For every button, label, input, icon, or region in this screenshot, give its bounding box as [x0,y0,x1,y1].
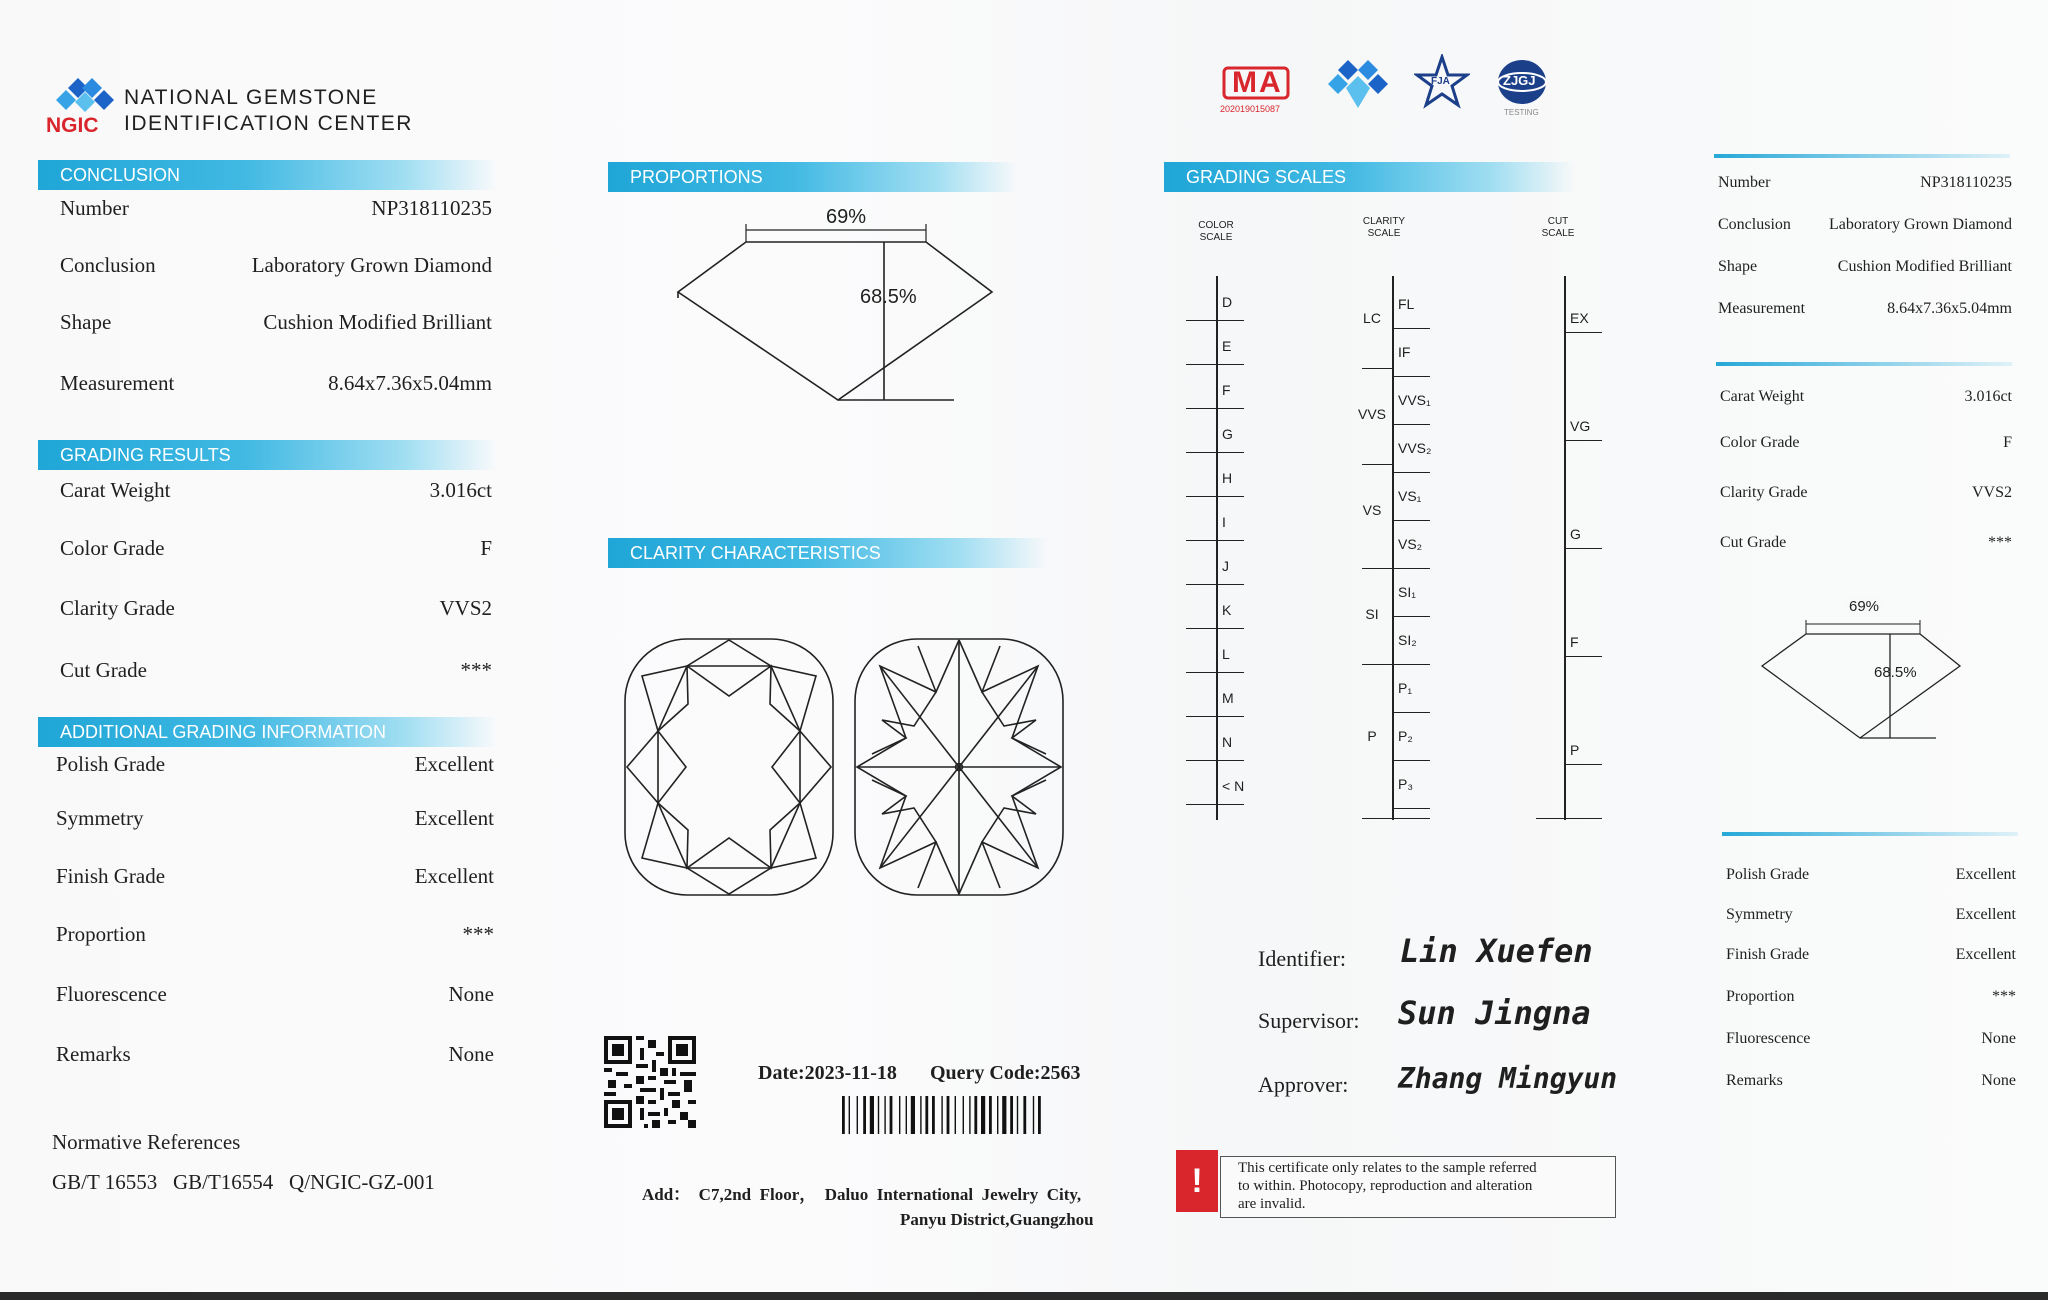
supervisor-label: Supervisor: [1258,1008,1360,1033]
clarity-scale-tick [1392,424,1430,425]
cut-scale-tick [1564,548,1602,549]
supervisor-signature: Sun Jingna [1398,994,1591,1032]
cut-scale-tick [1564,332,1602,333]
additional-row [56,752,494,786]
cut-scale-heading [1530,216,1586,240]
barcode-bar [981,1096,985,1134]
cma-text: MA [1232,66,1283,99]
clarity-plot-pavilion [852,636,1066,898]
row-value: 8.64x7.36x5.04mm [328,371,492,395]
identifier-label: Identifier: [1258,946,1346,971]
row-label: Symmetry [1726,906,1793,923]
clarity-plot-crown [622,636,836,898]
row-label: Shape [1718,258,1758,275]
row-value: Excellent [414,806,494,830]
row-label: Remarks [1726,1072,1783,1089]
row-value: VVS2 [1971,484,2012,501]
summary-row [1726,1030,2016,1064]
zjgj-logo [1494,58,1550,120]
barcode-bar [899,1096,900,1134]
clarity-group-label: SI [1365,606,1379,622]
clarity-grade-label: SI₁ [1398,584,1416,600]
row-label: Clarity Grade [60,596,175,620]
clarity-grade-label: P₃ [1398,776,1414,792]
summary-proportion-diagram [1756,610,1966,746]
row-label: Measurement [1718,300,1806,317]
cut-scale [1536,276,1602,820]
summary-row [1726,946,2016,980]
color-scale-tick [1186,628,1244,629]
additional-info-section [56,752,494,1082]
conclusion-section [60,196,492,416]
summary-row [1718,174,2012,208]
barcode-bar [941,1096,942,1134]
clarity-group-separator [1362,664,1392,665]
additional-row [56,922,494,956]
clarity-scale-tick [1392,568,1430,569]
clarity-group-separator [1362,568,1392,569]
proportions-header: PROPORTIONS [608,162,1018,192]
row-value: Laboratory Grown Diamond [1828,216,2012,233]
row-label: Measurement [60,371,175,395]
pavilion-main-facets [857,640,1061,894]
row-label: Symmetry [56,806,144,830]
row-label: Proportion [1726,988,1795,1005]
row-value: *** [460,658,492,682]
color-grade-label: E [1222,338,1232,354]
color-scale-tick [1186,716,1244,717]
color-scale-heading [1188,220,1244,244]
approver-label: Approver: [1258,1072,1349,1097]
clarity-scale-axis [1392,276,1394,820]
cma-logo [1220,62,1292,120]
row-value: Excellent [1955,906,2016,923]
clarity-scale-tick [1392,712,1430,713]
color-scale-tick [1186,320,1244,321]
color-scale-tick [1186,540,1244,541]
barcode-bar [947,1096,950,1134]
clarity-grade-label: FL [1398,296,1415,312]
clarity-grade-label: P₂ [1398,728,1413,744]
barcode [840,1096,1080,1134]
color-scale-tick [1186,804,1244,805]
address-line-2: Panyu District,Guangzhou [900,1210,1094,1229]
clarity-scale-tick [1392,472,1430,473]
barcode-bar [890,1096,893,1134]
color-grade-label: L [1222,646,1230,662]
row-value: Excellent [1955,866,2016,883]
row-label: Shape [60,310,112,334]
additional-row [56,864,494,898]
row-value: Excellent [414,864,494,888]
summary-row [1726,866,2016,900]
row-value: Excellent [1955,946,2016,963]
summary-row [1720,388,2012,422]
row-value: VVS2 [439,596,492,620]
barcode-bar [884,1096,885,1134]
notice-box [1176,1150,1618,1220]
color-grade-label: G [1222,426,1233,442]
color-grade-label: < N [1222,778,1245,794]
grading-row [60,658,492,692]
proportion-diagram [670,210,1000,410]
row-label: Finish Grade [56,864,166,888]
notice-line-1: This certificate only relates to the sample referred [1238,1160,1537,1176]
summary-row [1718,300,2012,334]
approver-signature: Zhang Mingyun [1398,1062,1618,1095]
fja-logo [1414,54,1470,114]
grading-results-section [60,478,492,698]
color-scale-axis [1216,276,1218,820]
row-label: Number [60,196,129,220]
summary-row [1720,534,2012,568]
clarity-scale-heading [1352,216,1416,240]
row-value: 3.016ct [429,478,492,502]
cut-heading-line2: SCALE [1541,228,1575,239]
summary-diamond-outline [1762,634,1960,738]
row-label: Conclusion [1718,216,1791,233]
summary-mid-section [1720,388,2012,558]
table-percentage: 69% [822,206,870,229]
color-heading-line1: COLOR [1198,220,1234,231]
cut-grade-label: VG [1570,418,1591,434]
color-heading-line2: SCALE [1199,232,1233,243]
barcode-bar [963,1096,964,1134]
pavilion-lower-half [982,780,1046,888]
additional-row [56,806,494,840]
row-value: *** [1992,988,2016,1005]
grading-results-header: GRADING RESULTS [38,440,498,470]
row-label: Cut Grade [60,658,147,682]
summary-row [1718,258,2012,292]
barcode-bar [1017,1096,1018,1134]
org-name-line2: IDENTIFICATION CENTER [124,112,413,135]
color-grade-label: J [1222,558,1229,574]
row-value: *** [1988,534,2012,551]
barcode-bar [955,1096,956,1134]
row-value: Cushion Modified Brilliant [1837,258,2012,275]
clarity-grade-label: VVS₂ [1398,440,1432,456]
barcode-bar [974,1096,977,1134]
qr-code [604,1036,696,1128]
crown-outline [625,639,833,895]
row-label: Cut Grade [1720,534,1787,551]
summary-row [1720,484,2012,518]
summary-row [1726,988,2016,1022]
color-scale-tick [1186,452,1244,453]
clarity-scale-tick [1392,376,1430,377]
clarity-grade-label: SI₂ [1398,632,1417,648]
row-label: Remarks [56,1042,131,1066]
clarity-scale-tick [1392,616,1430,617]
row-value: NP318110235 [1920,174,2012,191]
color-scale-tick [1186,584,1244,585]
row-value: 3.016ct [1964,388,2012,405]
additional-info-header: ADDITIONAL GRADING INFORMATION [38,717,498,747]
summary-depth-percentage: 68.5% [1874,664,1917,681]
clarity-characteristics-header: CLARITY CHARACTERISTICS [608,538,1048,568]
cut-grade-label: F [1570,634,1579,650]
warning-icon: ! [1176,1150,1218,1212]
row-label: Carat Weight [1720,388,1805,405]
conclusion-row [60,253,492,287]
cut-grade-label: P [1570,742,1580,758]
logo-abbr: NGIC [46,114,99,137]
pavilion-lower-half [872,780,936,888]
barcode-bar [878,1096,879,1134]
conclusion-header: CONCLUSION [38,160,498,190]
fja-text: FJA [1431,76,1450,87]
barcode-bar [842,1096,845,1134]
color-scale-tick [1186,364,1244,365]
row-value: Excellent [414,752,494,776]
additional-row [56,1042,494,1076]
query-code: Query Code:2563 [930,1062,1081,1084]
additional-row [56,982,494,1016]
clarity-heading-line2: SCALE [1367,228,1401,239]
cut-heading-line1: CUT [1547,216,1569,227]
color-grade-label: F [1222,382,1231,398]
color-grade-label: H [1222,470,1233,486]
barcode-bar [849,1096,850,1134]
clarity-grade-label: VVS₁ [1398,392,1431,408]
normative-title: Normative References [52,1130,241,1154]
row-value: Cushion Modified Brilliant [263,310,492,334]
grading-row [60,536,492,570]
clarity-group-label: VVS [1357,406,1386,422]
clarity-scale-bottom [1362,818,1430,819]
barcode-bar [1002,1096,1006,1134]
clarity-scale-tick [1392,328,1430,329]
conclusion-row [60,310,492,344]
barcode-bar [925,1096,928,1134]
pavilion-lower-half [872,646,936,754]
summary-row [1726,906,2016,940]
barcode-bar [969,1096,970,1134]
clarity-group-label: VS [1362,502,1382,518]
row-value: None [448,982,494,1006]
cut-scale-tick [1564,764,1602,765]
barcode-bar [920,1096,921,1134]
org-name-line1: NATIONAL GEMSTONE [124,86,378,109]
summary-row [1726,1072,2016,1106]
clarity-grade-label: VS₂ [1398,536,1423,552]
grading-scales-header: GRADING SCALES [1164,162,1574,192]
clarity-grade-label: VS₁ [1398,488,1422,504]
clarity-group-label: P [1367,728,1377,744]
clarity-grade-label: P₁ [1398,680,1413,696]
clarity-heading-line1: CLARITY [1362,216,1406,227]
clarity-grade-label: IF [1398,344,1411,360]
grading-row [60,478,492,512]
notice-line-3: are invalid. [1238,1196,1306,1212]
cut-grade-label: G [1570,526,1581,542]
ngic-emblem-icon [1326,58,1390,116]
zjgj-text: ZJGJ [1503,73,1536,88]
row-value: None [1981,1030,2016,1047]
clarity-scale-tick [1392,664,1430,665]
depth-percentage: 68.5% [860,286,917,308]
color-grade-label: M [1222,690,1234,706]
row-value: F [2003,434,2012,451]
row-label: Color Grade [1720,434,1800,451]
cut-scale-tick [1564,440,1602,441]
row-label: Polish Grade [56,752,166,776]
barcode-bar [932,1096,935,1134]
summary-top-section [1718,174,2012,334]
normative-refs: GB/T 16553 GB/T16554 Q/NGIC-GZ-001 [52,1170,435,1194]
barcode-bar [857,1096,858,1134]
color-grade-label: N [1222,734,1233,750]
cut-scale-tick [1564,656,1602,657]
row-label: Polish Grade [1726,866,1810,883]
barcode-bar [997,1096,998,1134]
notice-line-2: to within. Photocopy, reproduction and alteration [1238,1178,1533,1194]
cma-number: 202019015087 [1220,104,1281,114]
summary-row [1718,216,2012,250]
row-label: Proportion [56,922,146,946]
row-label: Clarity Grade [1720,484,1808,501]
color-scale-tick [1186,760,1244,761]
color-grade-label: I [1222,514,1226,530]
barcode-bar [1010,1096,1013,1134]
row-value: 8.64x7.36x5.04mm [1887,300,2012,317]
barcode-bar [906,1096,907,1134]
row-value: None [1981,1072,2016,1089]
clarity-scale-tick [1392,520,1430,521]
row-label: Fluorescence [56,982,167,1006]
barcode-bar [863,1096,866,1134]
color-grade-label: K [1222,602,1232,618]
clarity-group-separator [1362,464,1392,465]
row-label: Number [1718,174,1771,191]
summary-table-percentage: 69% [1846,598,1882,615]
barcode-bar [1033,1096,1034,1134]
barcode-bar [989,1096,992,1134]
clarity-group-label: LC [1363,310,1381,326]
cut-grade-label: EX [1570,310,1589,326]
row-label: Color Grade [60,536,165,560]
row-label: Carat Weight [60,478,171,502]
clarity-scale-tick [1392,808,1430,809]
bottom-edge [0,1292,2048,1300]
barcode-bar [911,1096,915,1134]
color-scale-tick [1186,496,1244,497]
summary-row [1720,434,2012,468]
cut-scale-bottom [1536,818,1602,819]
clarity-group-separator [1362,368,1392,369]
pavilion-lower-half [982,646,1046,754]
zjgj-sub: TESTING [1504,108,1539,117]
clarity-scale-tick [1392,760,1430,761]
row-value: Laboratory Grown Diamond [251,253,492,277]
barcode-bar [1023,1096,1026,1134]
color-scale-tick [1186,408,1244,409]
conclusion-row [60,196,492,230]
color-grade-label: D [1222,294,1233,310]
row-label: Fluorescence [1726,1030,1811,1047]
row-value: F [480,536,492,560]
color-scale-tick [1186,672,1244,673]
summary-bottom-section [1726,866,2016,1106]
address-line-1: Add： C7,2nd Floor， Daluo International Jewelry City, [642,1185,1082,1204]
summary-bottom-rule [1722,832,2018,836]
row-label: Finish Grade [1726,946,1810,963]
row-value: None [448,1042,494,1066]
grading-row [60,596,492,630]
diamond-profile-outline [678,242,992,400]
conclusion-row [60,371,492,405]
issue-date: Date:2023-11-18 [758,1062,897,1084]
barcode-bar [870,1096,874,1134]
summary-top-rule [1714,154,2010,158]
barcode-bar [1038,1096,1041,1134]
row-value: *** [462,922,494,946]
star-facets [658,666,800,868]
clarity-scale [1350,276,1430,820]
row-label: Conclusion [60,253,156,277]
identifier-signature: Lin Xuefen [1400,932,1593,970]
row-value: NP318110235 [371,196,492,220]
summary-mid-rule [1716,362,2012,366]
color-scale [1186,276,1266,820]
